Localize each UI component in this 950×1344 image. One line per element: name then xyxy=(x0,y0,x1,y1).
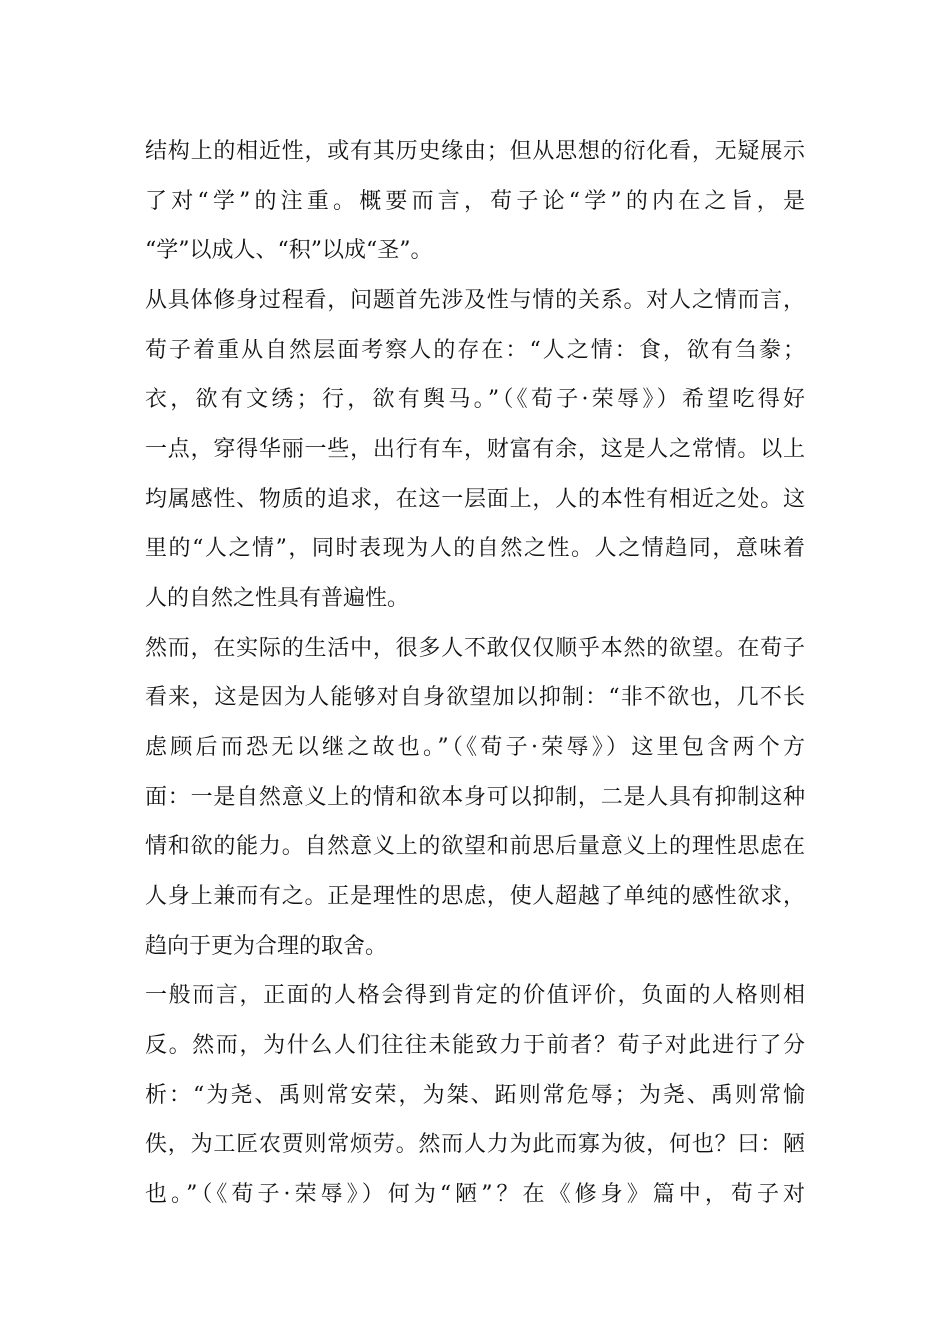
text-line: 反。然而，为什么人们往往未能致力于前者？荀子对此进行了分 xyxy=(145,1033,805,1058)
text-line: 了对“学”的注重。概要而言，荀子论“学”的内在之旨，是 xyxy=(145,189,805,214)
text-line: 趋向于更为合理的取舍。 xyxy=(145,934,388,959)
text-line: 结构上的相近性，或有其历史缘由；但从思想的衍化看，无疑展示 xyxy=(145,139,805,164)
text-line: 衣，欲有文绣；行，欲有舆马。”（《荀子·荣辱》）希望吃得好 xyxy=(145,387,805,412)
text-line: 佚，为工匠农贾则常烦劳。然而人力为此而寡为彼，何也？曰：陋 xyxy=(145,1132,805,1157)
text-line: 看来，这是因为人能够对自身欲望加以抑制：“非不欲也，几不长 xyxy=(145,685,805,710)
text-line: 均属感性、物质的追求，在这一层面上，人的本性有相近之处。这 xyxy=(145,487,805,512)
text-line: 人的自然之性具有普遍性。 xyxy=(145,586,410,611)
text-line: 然而，在实际的生活中，很多人不敢仅仅顺乎本然的欲望。在荀子 xyxy=(145,636,805,661)
text-line: 荀子着重从自然层面考察人的存在：“人之情：食，欲有刍豢； xyxy=(145,338,805,363)
text-line: 从具体修身过程看，问题首先涉及性与情的关系。对人之情而言， xyxy=(145,288,805,313)
text-line: 人身上兼而有之。正是理性的思虑，使人超越了单纯的感性欲求， xyxy=(145,884,805,909)
text-line: “学”以成人、“积”以成“圣”。 xyxy=(145,238,433,263)
text-line: 虑顾后而恐无以继之故也。”（《荀子·荣辱》）这里包含两个方 xyxy=(145,735,805,760)
text-line: 一点，穿得华丽一些，出行有车，财富有余，这是人之常情。以上 xyxy=(145,437,805,462)
text-line: 一般而言，正面的人格会得到肯定的价值评价，负面的人格则相 xyxy=(145,983,805,1008)
text-line: 情和欲的能力。自然意义上的欲望和前思后量意义上的理性思虑在 xyxy=(145,834,805,859)
text-line: 析：“为尧、禹则常安荣，为桀、跖则常危辱；为尧、禹则常愉 xyxy=(145,1083,805,1108)
text-line: 里的“人之情”，同时表现为人的自然之性。人之情趋同，意味着 xyxy=(145,536,805,561)
text-line: 也。”（《荀子·荣辱》）何为“陋”？在《修身》篇中，荀子对 xyxy=(145,1182,805,1207)
text-line: 面：一是自然意义上的情和欲本身可以抑制，二是人具有抑制这种 xyxy=(145,785,805,810)
